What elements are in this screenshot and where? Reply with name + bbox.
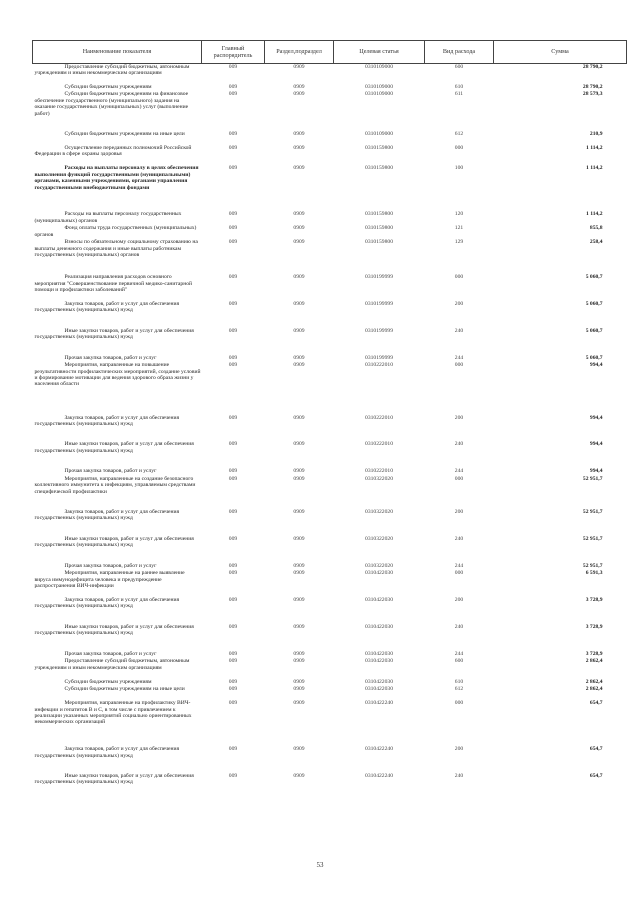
row-expense-type: 610 bbox=[454, 83, 464, 90]
row-sum: 1 114,2 bbox=[586, 165, 603, 172]
row-main-manager: 009 bbox=[228, 468, 238, 475]
row-target-article: 0310222010 bbox=[365, 362, 393, 369]
row-name-text: Иные закупки товаров, работ и услуг для обеспечения государственных (муниципальных) нужд bbox=[34, 535, 194, 549]
row-target-article: 0310159800 bbox=[365, 165, 393, 172]
row-name-text: Предоставление субсидий бюджетным, автономным учреждениям и иным некоммерческим организациям bbox=[34, 64, 190, 77]
row-sum: 52 951,7 bbox=[582, 562, 603, 569]
row-main-manager: 009 bbox=[228, 686, 238, 693]
table-row bbox=[33, 536, 627, 563]
row-name bbox=[33, 658, 202, 678]
row-section: 0909 bbox=[293, 700, 305, 707]
table-row bbox=[33, 131, 627, 145]
row-target-article: 0310422030 bbox=[365, 597, 393, 603]
row-sum: 855,8 bbox=[589, 225, 603, 232]
row-section: 0909 bbox=[293, 686, 305, 693]
row-name bbox=[33, 536, 202, 563]
row-sum: 994,4 bbox=[589, 441, 603, 448]
row-sum: 2 862,4 bbox=[585, 658, 603, 665]
row-expense-type: 000 bbox=[454, 700, 464, 707]
row-target-article: 0310109000 bbox=[365, 131, 393, 138]
row-main-manager: 009 bbox=[228, 145, 238, 152]
row-name bbox=[33, 64, 202, 84]
row-section: 0909 bbox=[293, 327, 305, 334]
row-name bbox=[33, 274, 202, 301]
table-row bbox=[33, 211, 627, 225]
row-main-manager: 009 bbox=[228, 301, 238, 308]
row-sum: 3 728,9 bbox=[585, 650, 603, 657]
header-name: Наименование показателя bbox=[33, 41, 202, 64]
row-sum: 3 728,9 bbox=[585, 623, 603, 630]
row-expense-type: 200 bbox=[454, 301, 464, 308]
table-row bbox=[33, 355, 627, 363]
row-expense-type: 240 bbox=[454, 327, 464, 334]
row-name-text: Осуществление переданных полномочий Российской Федерации в сфере охраны здоровья bbox=[34, 145, 192, 158]
row-sum: 994,4 bbox=[589, 362, 603, 369]
row-section: 0909 bbox=[293, 64, 305, 70]
row-name bbox=[33, 509, 202, 536]
row-name bbox=[33, 746, 202, 773]
row-name-text: Реализация направления расходов основного мероприятия "Совершенствование первичной медико-санитарной помощи и профилактики заболеваний" bbox=[34, 274, 192, 294]
row-section: 0909 bbox=[293, 570, 305, 577]
row-section: 0909 bbox=[293, 131, 305, 138]
row-sum: 654,7 bbox=[589, 746, 603, 753]
row-name bbox=[33, 700, 202, 746]
row-main-manager: 009 bbox=[228, 650, 238, 657]
row-section: 0909 bbox=[293, 623, 305, 630]
table-row bbox=[33, 274, 627, 301]
row-sum: 2 862,4 bbox=[585, 686, 603, 693]
row-expense-type: 612 bbox=[454, 686, 464, 693]
row-name-text: Прочая закупка товаров, работ и услуг bbox=[64, 354, 157, 361]
table-header-row bbox=[33, 41, 627, 64]
table-row bbox=[33, 91, 627, 131]
row-name-text: Расходы на выплаты персоналу в целях обеспечения выполнения функций государственными (муниципальными) органами, казенными учреждениями, органами управления государственными внебюджетными фондами bbox=[34, 165, 199, 191]
row-name-text: Взносы по обязательному социальному страхованию на выплаты денежного содержания и иные выплаты работникам государственных (муниципальных) органов bbox=[34, 239, 198, 259]
table-row bbox=[33, 773, 627, 800]
table-row bbox=[33, 225, 627, 239]
row-section: 0909 bbox=[293, 362, 305, 369]
row-section: 0909 bbox=[293, 354, 305, 361]
row-sum: 28 579,3 bbox=[582, 91, 603, 98]
row-section: 0909 bbox=[293, 441, 305, 448]
row-target-article: 0310199999 bbox=[365, 327, 393, 334]
row-name bbox=[33, 328, 202, 355]
row-main-manager: 009 bbox=[228, 623, 238, 630]
row-name-text: Субсидии бюджетным учреждениям bbox=[64, 83, 152, 90]
row-target-article: 0310422030 bbox=[365, 570, 393, 577]
row-name bbox=[33, 686, 202, 700]
row-name-text: Субсидии бюджетным учреждениям bbox=[64, 678, 152, 685]
table-row bbox=[33, 441, 627, 468]
row-main-manager: 009 bbox=[228, 83, 238, 90]
row-section: 0909 bbox=[293, 468, 305, 475]
row-section: 0909 bbox=[293, 658, 305, 665]
row-name-text: Мероприятия, направленные на повышение результативности профилактических мероприятий, создание условий и формирование мотивации для ведения здорового образа жизни у населения области bbox=[34, 362, 201, 388]
row-name bbox=[33, 624, 202, 651]
row-expense-type: 611 bbox=[454, 91, 464, 98]
row-section: 0909 bbox=[293, 414, 305, 421]
row-name bbox=[33, 301, 202, 328]
row-section: 0909 bbox=[293, 165, 305, 172]
table-row bbox=[33, 362, 627, 414]
row-main-manager: 009 bbox=[228, 441, 238, 448]
budget-table bbox=[32, 40, 627, 800]
row-sum: 52 951,7 bbox=[582, 475, 603, 482]
header-section: Раздел,подраздел bbox=[265, 41, 334, 64]
row-name-text: Субсидии бюджетным учреждениям на иные цели bbox=[64, 131, 185, 138]
row-main-manager: 009 bbox=[228, 211, 238, 218]
row-target-article: 0310109000 bbox=[365, 91, 393, 98]
row-target-article: 0310222010 bbox=[365, 441, 393, 448]
row-name-text: Прочая закупка товаров, работ и услуг bbox=[64, 468, 157, 475]
row-sum: 994,4 bbox=[589, 414, 603, 421]
table-row bbox=[33, 239, 627, 266]
row-name bbox=[33, 563, 202, 571]
row-target-article: 0310422240 bbox=[365, 772, 393, 779]
row-name-text: Мероприятия, направленные на создание безопасного коллективного иммунитета к инфекциям, управляемым средствами специфической профилактики bbox=[34, 475, 196, 495]
row-target-article: 0310159800 bbox=[365, 239, 393, 246]
row-section: 0909 bbox=[293, 678, 305, 685]
table-row bbox=[33, 597, 627, 624]
row-name bbox=[33, 145, 202, 165]
row-main-manager: 009 bbox=[228, 131, 238, 138]
row-target-article: 0310322020 bbox=[365, 535, 393, 542]
row-expense-type: 200 bbox=[454, 414, 464, 421]
row-name bbox=[33, 773, 202, 800]
row-name bbox=[33, 131, 202, 145]
row-main-manager: 009 bbox=[228, 91, 238, 98]
table-row bbox=[33, 570, 627, 597]
row-sum: 52 951,7 bbox=[582, 535, 603, 542]
row-target-article: 0310222010 bbox=[365, 414, 393, 421]
row-sum: 994,4 bbox=[589, 468, 603, 475]
spacer-cell bbox=[33, 266, 627, 274]
row-main-manager: 009 bbox=[228, 225, 238, 232]
row-main-manager: 009 bbox=[228, 700, 238, 707]
row-section: 0909 bbox=[293, 562, 305, 569]
table-row bbox=[33, 624, 627, 651]
row-main-manager: 009 bbox=[228, 165, 238, 172]
row-main-manager: 009 bbox=[228, 535, 238, 542]
row-target-article: 0310422030 bbox=[365, 686, 393, 693]
row-sum: 210,9 bbox=[589, 131, 603, 138]
row-main-manager: 009 bbox=[228, 678, 238, 685]
row-name-text: Закупка товаров, работ и услуг для обеспечения государственных (муниципальных) нужд bbox=[34, 509, 180, 522]
row-section: 0909 bbox=[293, 509, 305, 516]
header-expense-type: Вид расхода bbox=[425, 41, 494, 64]
table-row bbox=[33, 476, 627, 509]
row-target-article: 0310422240 bbox=[365, 746, 393, 753]
table-row bbox=[33, 563, 627, 571]
page-number: 53 bbox=[316, 861, 324, 869]
row-main-manager: 009 bbox=[228, 354, 238, 361]
row-name-text: Мероприятия, направленные на профилактику ВИЧ-инфекции и гепатитов В и С, в том числе с привлечением к реализации указанных мероприятий социально ориентированных некоммерческих организаций bbox=[34, 700, 192, 726]
row-sum: 5 060,7 bbox=[585, 354, 603, 361]
table-row bbox=[33, 686, 627, 700]
row-target-article: 0310422030 bbox=[365, 678, 393, 685]
row-name bbox=[33, 468, 202, 476]
row-sum: 2 862,4 bbox=[585, 678, 603, 685]
row-name-text: Предоставление субсидий бюджетным, автономным учреждениям и иным некоммерческим организациям bbox=[34, 658, 190, 671]
row-expense-type: 200 bbox=[454, 597, 464, 603]
row-name bbox=[33, 165, 202, 211]
row-sum: 3 728,9 bbox=[585, 597, 603, 603]
row-name bbox=[33, 211, 202, 225]
row-expense-type: 240 bbox=[454, 623, 464, 630]
row-sum: 28 790,2 bbox=[582, 64, 603, 70]
row-expense-type: 600 bbox=[454, 64, 464, 70]
row-section: 0909 bbox=[293, 91, 305, 98]
row-name bbox=[33, 415, 202, 442]
row-main-manager: 009 bbox=[228, 475, 238, 482]
row-main-manager: 009 bbox=[228, 772, 238, 779]
row-target-article: 0310199999 bbox=[365, 301, 393, 308]
header-target-article: Целевая статья bbox=[334, 41, 425, 64]
row-spacer bbox=[33, 266, 627, 274]
row-expense-type: 000 bbox=[454, 475, 464, 482]
row-expense-type: 129 bbox=[454, 239, 464, 246]
row-name-text: Закупка товаров, работ и услуг для обеспечения государственных (муниципальных) нужд bbox=[34, 301, 180, 314]
header-main-manager: Главный распорядитель bbox=[202, 41, 265, 64]
row-section: 0909 bbox=[293, 535, 305, 542]
row-expense-type: 000 bbox=[454, 274, 464, 281]
row-main-manager: 009 bbox=[228, 274, 238, 281]
row-section: 0909 bbox=[293, 597, 305, 603]
row-name bbox=[33, 355, 202, 363]
row-main-manager: 009 bbox=[228, 597, 238, 603]
row-main-manager: 009 bbox=[228, 239, 238, 246]
table-row bbox=[33, 509, 627, 536]
row-target-article: 0310159800 bbox=[365, 225, 393, 232]
row-sum: 52 951,7 bbox=[582, 509, 603, 516]
row-section: 0909 bbox=[293, 145, 305, 152]
row-main-manager: 009 bbox=[228, 509, 238, 516]
row-name-text: Расходы на выплаты персоналу государственных (муниципальных) органов bbox=[34, 211, 182, 224]
row-target-article: 0310322020 bbox=[365, 475, 393, 482]
row-sum: 1 114,2 bbox=[586, 145, 603, 152]
row-target-article: 0310109000 bbox=[365, 83, 393, 90]
table-row bbox=[33, 415, 627, 442]
table-row bbox=[33, 165, 627, 211]
row-main-manager: 009 bbox=[228, 362, 238, 369]
row-name-text: Иные закупки товаров, работ и услуг для обеспечения государственных (муниципальных) нужд bbox=[34, 772, 194, 786]
row-expense-type: 610 bbox=[454, 678, 464, 685]
row-name-text: Иные закупки товаров, работ и услуг для обеспечения государственных (муниципальных) нужд bbox=[34, 327, 194, 341]
row-name bbox=[33, 441, 202, 468]
row-section: 0909 bbox=[293, 475, 305, 482]
row-name-text: Мероприятия, направленные на раннее выявление вируса иммунодефицита человека и предупреждение распространения ВИЧ-инфекции bbox=[34, 570, 185, 590]
row-main-manager: 009 bbox=[228, 64, 238, 70]
row-sum: 654,7 bbox=[589, 700, 603, 707]
table-row bbox=[33, 468, 627, 476]
row-target-article: 0310322020 bbox=[365, 562, 393, 569]
budget-table-page bbox=[32, 40, 608, 800]
row-name bbox=[33, 597, 202, 624]
row-target-article: 0310322020 bbox=[365, 509, 393, 516]
row-main-manager: 009 bbox=[228, 414, 238, 421]
row-main-manager: 009 bbox=[228, 570, 238, 577]
row-expense-type: 121 bbox=[454, 225, 464, 232]
row-name-text: Иные закупки товаров, работ и услуг для обеспечения государственных (муниципальных) нужд bbox=[34, 441, 194, 454]
row-expense-type: 000 bbox=[454, 570, 464, 577]
row-expense-type: 240 bbox=[454, 441, 464, 448]
row-sum: 5 060,7 bbox=[585, 274, 603, 281]
table-row bbox=[33, 700, 627, 746]
row-section: 0909 bbox=[293, 83, 305, 90]
row-section: 0909 bbox=[293, 772, 305, 779]
row-sum: 28 790,2 bbox=[582, 83, 603, 90]
table-row bbox=[33, 64, 627, 84]
row-expense-type: 244 bbox=[454, 562, 464, 569]
row-target-article: 0310159800 bbox=[365, 145, 393, 152]
row-target-article: 0310422240 bbox=[365, 700, 393, 707]
row-name bbox=[33, 570, 202, 597]
row-main-manager: 009 bbox=[228, 327, 238, 334]
row-section: 0909 bbox=[293, 301, 305, 308]
row-name-text: Прочая закупка товаров, работ и услуг bbox=[64, 562, 157, 569]
row-expense-type: 244 bbox=[454, 468, 464, 475]
row-expense-type: 120 bbox=[454, 211, 464, 218]
row-expense-type: 600 bbox=[454, 658, 464, 665]
row-section: 0909 bbox=[293, 239, 305, 246]
row-name-text: Прочая закупка товаров, работ и услуг bbox=[64, 650, 157, 657]
row-expense-type: 240 bbox=[454, 535, 464, 542]
table-row bbox=[33, 301, 627, 328]
row-name bbox=[33, 362, 202, 414]
row-main-manager: 009 bbox=[228, 658, 238, 665]
row-name-text: Закупка товаров, работ и услуг для обеспечения государственных (муниципальных) нужд bbox=[34, 414, 180, 428]
row-name-text: Закупка товаров, работ и услуг для обеспечения государственных (муниципальных) нужд bbox=[34, 746, 180, 759]
header-sum: Сумма bbox=[494, 41, 627, 64]
row-name-text: Субсидии бюджетным учреждениям на финансовое обеспечение государственного (муниципального) задания на оказание государственных (муниципальных) услуг (выполнение работ) bbox=[34, 91, 189, 117]
row-name-text: Субсидии бюджетным учреждениям на иные цели bbox=[64, 686, 185, 693]
table-row bbox=[33, 328, 627, 355]
row-target-article: 0310109000 bbox=[365, 64, 393, 70]
row-name bbox=[33, 225, 202, 239]
row-name-text: Закупка товаров, работ и услуг для обеспечения государственных (муниципальных) нужд bbox=[34, 597, 180, 610]
row-target-article: 0310422030 bbox=[365, 623, 393, 630]
row-section: 0909 bbox=[293, 274, 305, 281]
row-sum: 5 060,7 bbox=[585, 327, 603, 334]
row-target-article: 0310199999 bbox=[365, 274, 393, 281]
row-sum: 258,4 bbox=[589, 239, 603, 246]
row-section: 0909 bbox=[293, 225, 305, 232]
row-expense-type: 200 bbox=[454, 509, 464, 516]
row-sum: 654,7 bbox=[589, 772, 603, 779]
row-expense-type: 200 bbox=[454, 746, 464, 753]
table-row bbox=[33, 746, 627, 773]
row-name bbox=[33, 91, 202, 131]
row-target-article: 0310422030 bbox=[365, 650, 393, 657]
row-target-article: 0310222010 bbox=[365, 468, 393, 475]
row-expense-type: 100 bbox=[454, 165, 464, 172]
row-sum: 5 060,7 bbox=[585, 301, 603, 308]
row-target-article: 0310199999 bbox=[365, 354, 393, 361]
row-main-manager: 009 bbox=[228, 746, 238, 753]
row-expense-type: 240 bbox=[454, 772, 464, 779]
row-section: 0909 bbox=[293, 746, 305, 753]
row-expense-type: 000 bbox=[454, 145, 464, 152]
row-expense-type: 244 bbox=[454, 354, 464, 361]
row-expense-type: 244 bbox=[454, 650, 464, 657]
table-body bbox=[33, 64, 627, 800]
row-target-article: 0310422030 bbox=[365, 658, 393, 665]
row-expense-type: 612 bbox=[454, 131, 464, 138]
row-main-manager: 009 bbox=[228, 562, 238, 569]
row-name-text: Фонд оплаты труда государственных (муниципальных) органов bbox=[34, 225, 197, 238]
row-section: 0909 bbox=[293, 650, 305, 657]
table-row bbox=[33, 145, 627, 165]
row-name bbox=[33, 476, 202, 509]
row-sum: 6 591,3 bbox=[585, 570, 603, 577]
row-name bbox=[33, 239, 202, 266]
row-expense-type: 000 bbox=[454, 362, 464, 369]
row-section: 0909 bbox=[293, 211, 305, 218]
row-target-article: 0310159800 bbox=[365, 211, 393, 218]
row-name-text: Иные закупки товаров, работ и услуг для обеспечения государственных (муниципальных) нужд bbox=[34, 623, 194, 637]
table-row bbox=[33, 658, 627, 678]
row-sum: 1 114,2 bbox=[586, 211, 603, 218]
